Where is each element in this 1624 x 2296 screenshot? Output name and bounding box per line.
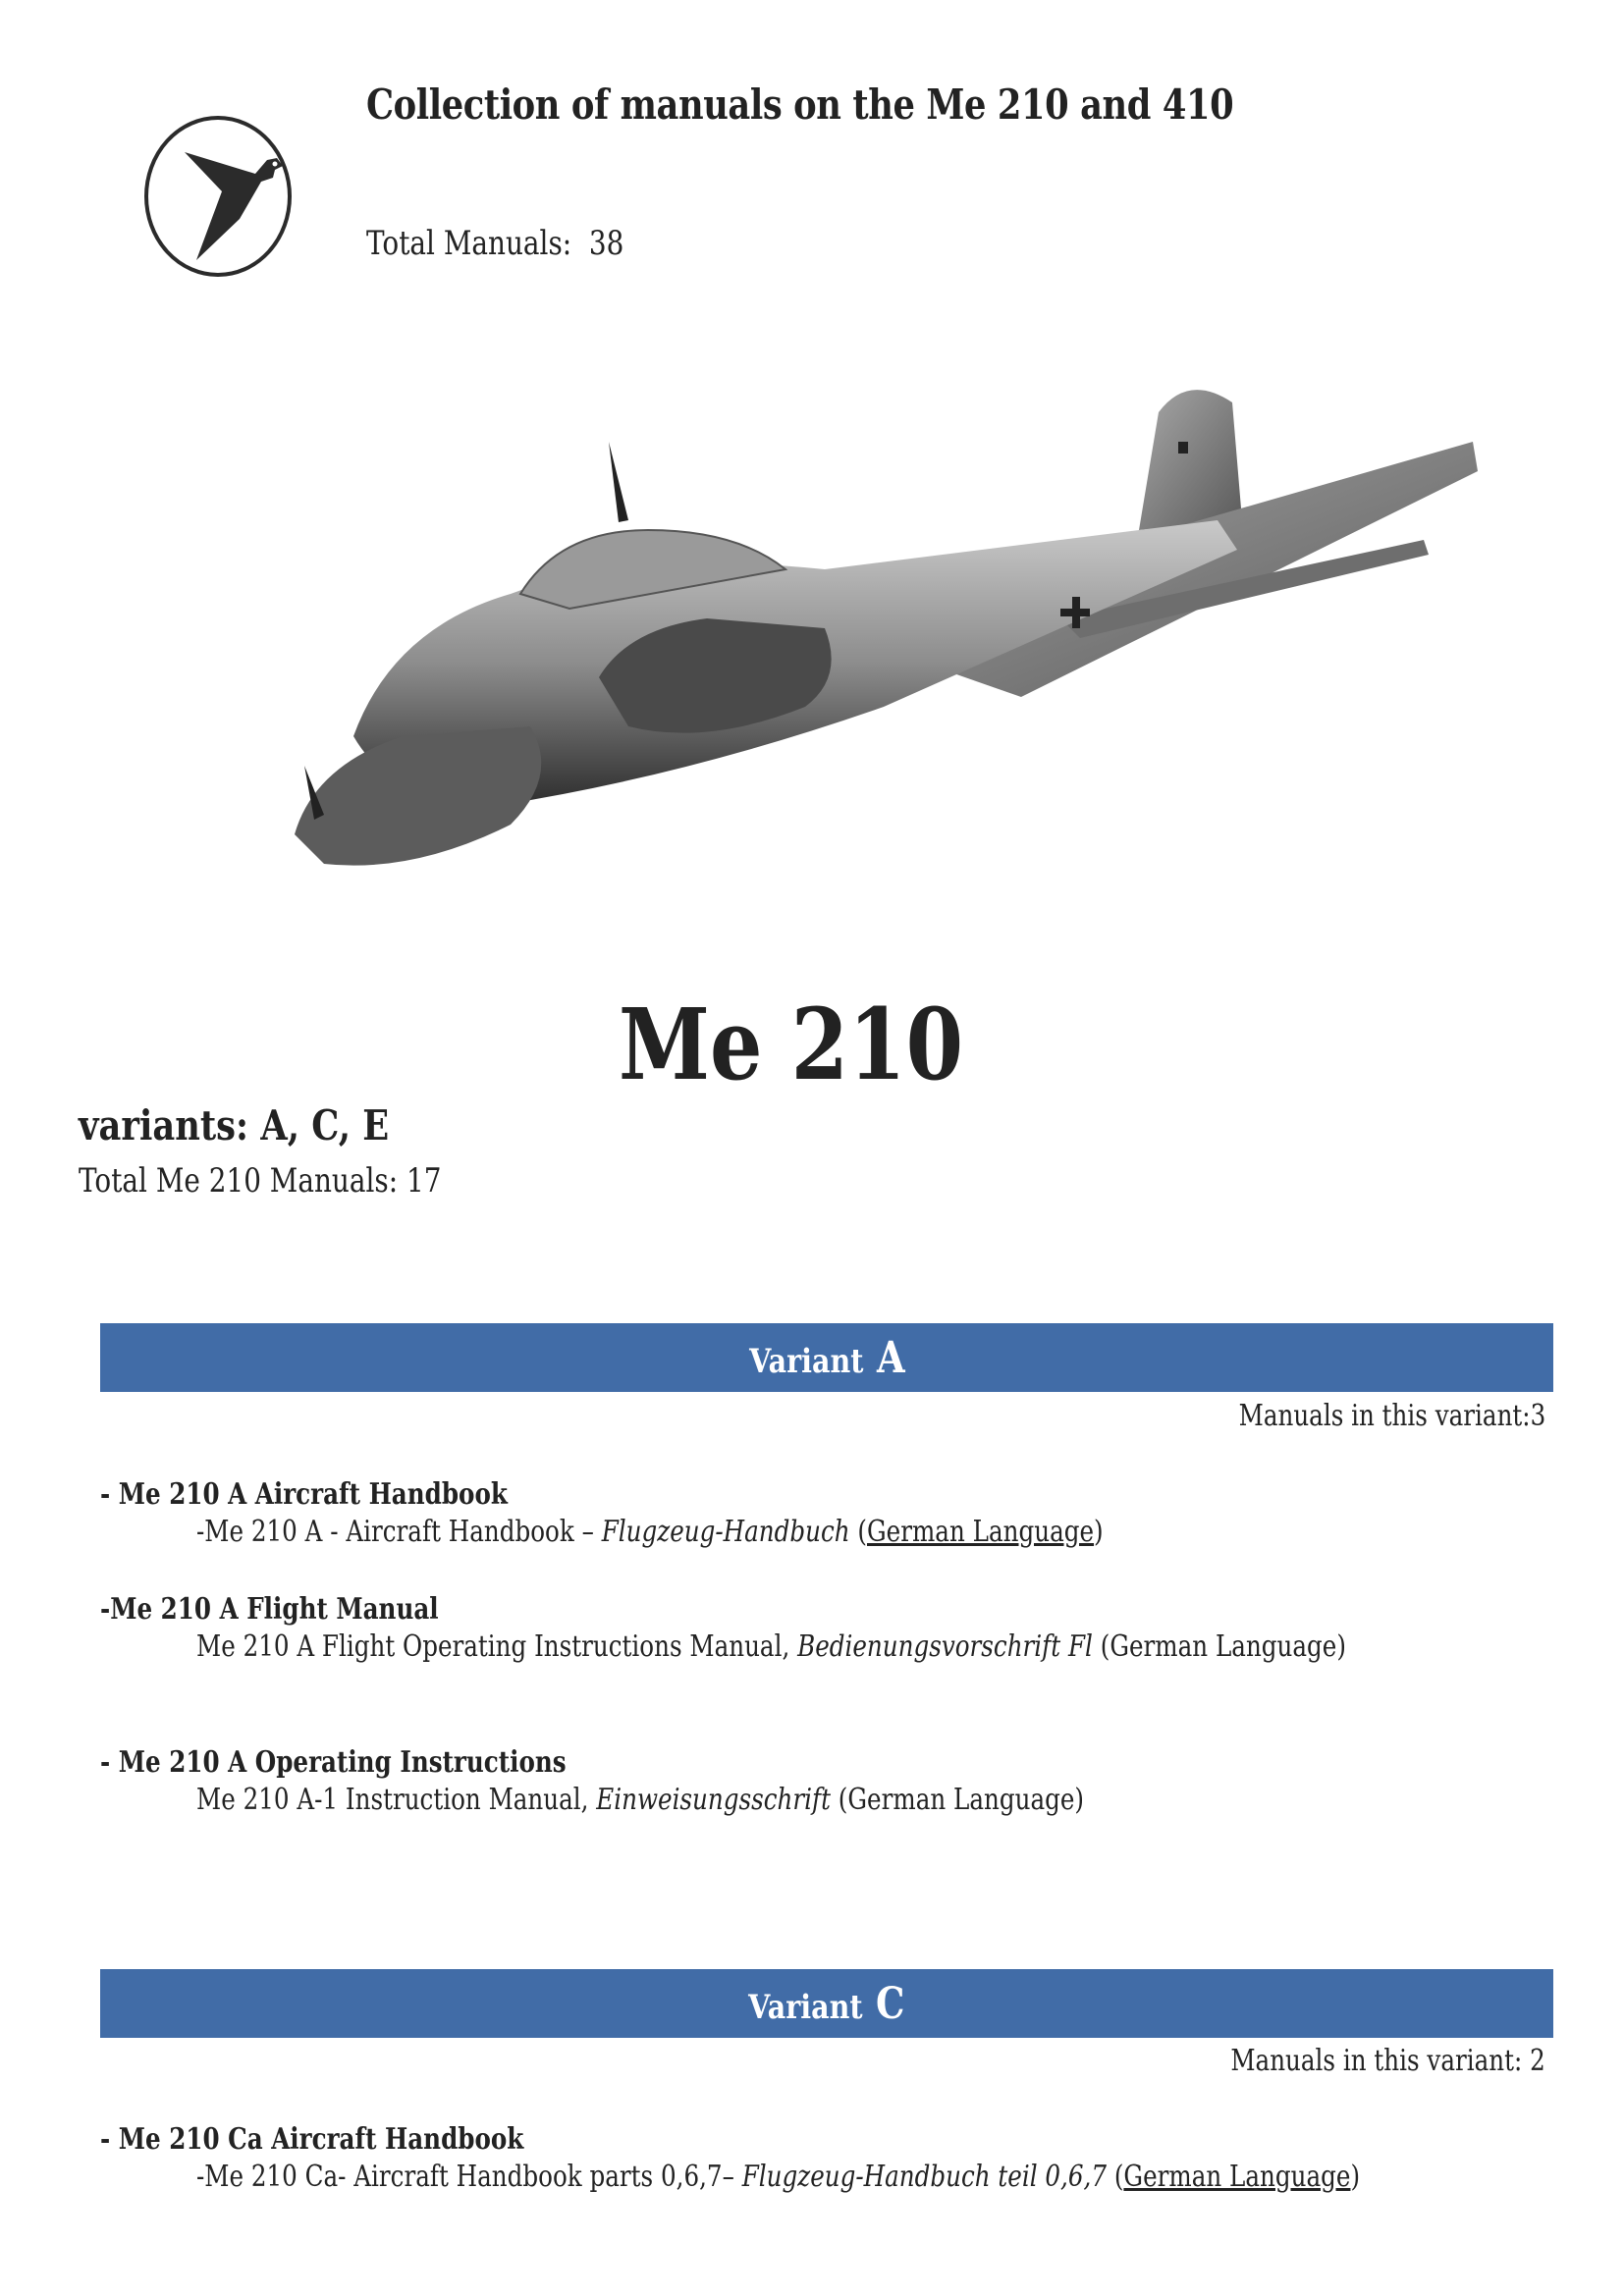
manual-heading: -Me 210 A Flight Manual (100, 1592, 439, 1627)
aircraft-photo-icon (275, 383, 1483, 893)
manual-description (196, 1515, 1104, 1549)
desc-german-title: Flugzeug-Handbuch teil 0,6,7 (741, 2160, 1107, 2194)
banner-letter: A (876, 1332, 905, 1383)
desc-paren-close: ) (1094, 1515, 1104, 1549)
variants-line: variants: A, C, E (79, 1101, 390, 1149)
desc-text: Me 210 A Flight Operating Instructions Manual, (196, 1629, 798, 1664)
manual-heading: - Me 210 A Operating Instructions (100, 1745, 567, 1780)
model-title: Me 210 (619, 987, 964, 1102)
eagle-emblem-icon (137, 113, 299, 280)
banner-word: Variant (748, 1341, 864, 1381)
desc-paren-open: ( (849, 1515, 868, 1549)
desc-text: -Me 210 A - Aircraft Handbook – (196, 1515, 602, 1549)
desc-german-title: Einweisungsschrift (596, 1783, 831, 1817)
manual-heading: - Me 210 Ca Aircraft Handbook (100, 2122, 524, 2157)
desc-text: Me 210 A-1 Instruction Manual, (196, 1783, 597, 1817)
total-manuals (366, 224, 623, 263)
variant-a-count: Manuals in this variant:3 (1238, 1399, 1545, 1433)
desc-paren-open: ( (1106, 2160, 1124, 2194)
banner-word: Variant (748, 1987, 863, 2027)
variant-c-count: Manuals in this variant: 2 (1230, 2044, 1545, 2078)
desc-german-title: Bedienungsvorschrift Fl (797, 1629, 1093, 1664)
desc-paren-close: ) (1350, 2160, 1361, 2194)
manual-description (196, 1629, 1346, 1664)
variant-c-banner (100, 1969, 1553, 2038)
desc-language: (German Language) (830, 1783, 1085, 1817)
german-language-link[interactable]: German Language (867, 1515, 1095, 1549)
total-manuals-value: 38 (588, 224, 624, 263)
manual-heading: - Me 210 A Aircraft Handbook (100, 1477, 508, 1512)
total-manuals-label: Total Manuals: (366, 224, 572, 263)
manual-description (196, 1783, 1084, 1817)
model-total-manuals: Total Me 210 Manuals: 17 (79, 1161, 442, 1201)
variant-a-banner (100, 1323, 1553, 1392)
german-language-link[interactable]: German Language (1123, 2160, 1351, 2194)
manual-description (196, 2160, 1360, 2194)
desc-language: (German Language) (1092, 1629, 1346, 1664)
desc-german-title: Flugzeug-Handbuch (601, 1515, 850, 1549)
desc-text: -Me 210 Ca- Aircraft Handbook parts 0,6,7– (196, 2160, 742, 2194)
collection-title: Collection of manuals on the Me 210 and 410 (366, 80, 1234, 129)
banner-letter: C (876, 1978, 905, 2029)
